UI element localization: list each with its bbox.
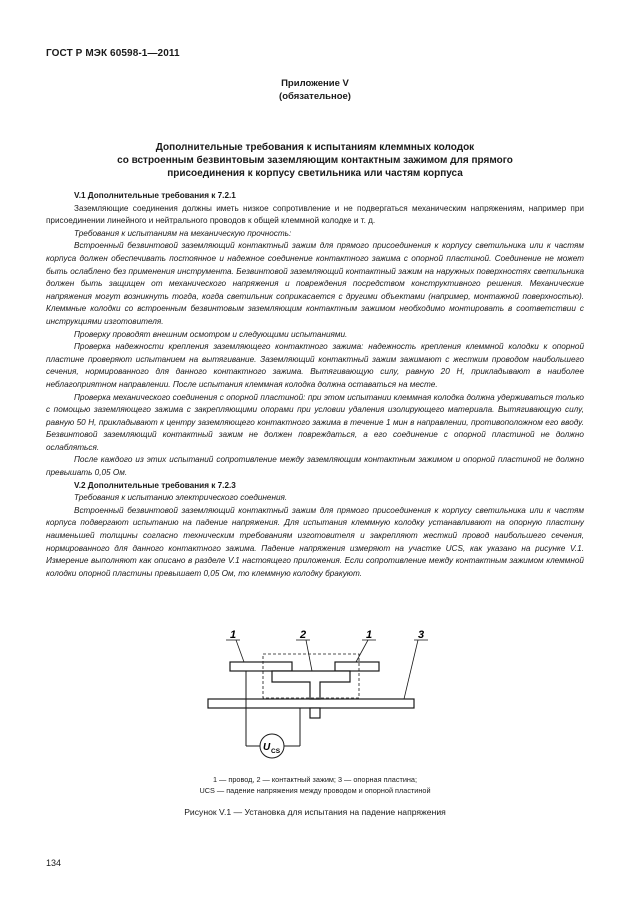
body-text [46, 190, 584, 580]
paragraph: Проверку проводят внешним осмотром и следующими испытаниями. [74, 329, 348, 339]
figure-caption: Рисунок V.1 — Установка для испытания на падение напряжения [184, 807, 446, 817]
paragraph: Встроенный безвинтовой заземляющий контактный зажим для прямого присоединения к корпусу светильника или к частям корпуса подвергают испытанию на падение напряжения. Для испытания клеммную колодку устанавливают на опорную пластину наименьшей толщины согласно техническим требованиям изготовителя и закрепляют жесткий провод наибольшего сечения, нормированного для данного контактного зажима. Падение напряжения измеряют на участке UCS, как указано на рисунке V.1. Измерение выполняют как описано в разделе V.1 настоящего приложения. Если сопротивление между контактным зажимом клеммной колодки опорной пластины превышает 0,05 Ом, то клеммную колодку бракуют. [46, 505, 584, 578]
label-1-right: 1 [366, 629, 373, 641]
label-3: 3 [418, 629, 425, 641]
section-heading: V.2 Дополнительные требования к 7.2.3 [74, 480, 236, 490]
paragraph: Требования к испытанию электрического соединения. [74, 493, 288, 503]
leader-1-left [236, 640, 244, 662]
legend-line: UCS — падение напряжения между проводом и опорной пластиной [199, 786, 431, 795]
paragraph: Заземляющие соединения должны иметь низкое сопротивление и не подвергаться механическим напряжениям, например при присоединении линейного и нейтрального проводов к общей клеммной колодке и т. д. [46, 203, 584, 226]
annex-subtitle: (обязательное) [279, 91, 351, 102]
leader-2 [306, 640, 312, 671]
support-plate [208, 699, 414, 708]
wire-right [335, 662, 379, 671]
label-1-left: 1 [230, 629, 237, 641]
figure-legend [46, 774, 584, 796]
standard-header: ГОСТ Р МЭК 60598-1—2011 [46, 48, 180, 59]
wire-left [230, 662, 292, 671]
paragraph: Проверка механического соединения с опорной пластиной: при этом испытании клеммная колодка должна удерживаться только с помощью заземляющего зажима с закрепляющими опорами при условии удаления изолирующего материала. Вытягивающую силу, равную 50 Н, прикладывают к центру заземляющего контактного зажима в течение 1 мин в направлении, противоположном его вводу. Безвинтовой заземляющий контактный зажим не должен повреждаться, а его соединение с опорной пластиной не должно ослабляться. [46, 392, 584, 452]
contact-clamp [272, 671, 350, 699]
main-title-line: Дополнительные требования к испытаниям клеммных колодок [155, 142, 475, 153]
main-title [46, 141, 584, 180]
meter-symbol: U [263, 742, 271, 753]
main-title-line: присоединения к корпусу светильника или частям корпуса [167, 168, 463, 179]
paragraph: Требования к испытаниям на механическую прочность: [74, 228, 292, 238]
figure-diagram [200, 624, 430, 769]
paragraph: После каждого из этих испытаний сопротивление между заземляющим контактным зажимом и опорной пластиной не должно превышать 0,05 Ом. [46, 455, 584, 478]
paragraph: Проверка надежности крепления заземляющего контактного зажима: надежность крепления клеммной колодки к опорной пластине проверяют испытанием на вытягивание. Заземляющий контактный зажим зажимают с жестким проводом наибольшего сечения, нормированного для данного контактного зажима. Вытягивающую силу, равную 20 Н, прикладывают в наиболее неблагоприятном направлении. После испытания клеммная колодка должна оставаться на месте. [46, 342, 584, 389]
annex-title: Приложение V [281, 78, 349, 89]
clamp-leg [310, 708, 320, 718]
page-number: 134 [46, 858, 62, 868]
leader-1-right [356, 640, 368, 662]
paragraph: Встроенный безвинтовой заземляющий контактный зажим для прямого присоединения к корпусу светильника или к частям корпуса должен обеспечивать постоянное и надежное соединение контактного зажима с опорной пластиной. Соединение не может быть ослаблено без применения инструмента. Безвинтовой заземляющий контактный зажим на наружных поверхностях светильника должен быть защищен от механического напряжения и повреждения посредством конструктивного решения. Механические напряжения могут возникнуть тогда, когда светильник соприкасается с другими объектами (например, монтажной поверхностью). Клеммные колодки со встроенным безвинтовым заземляющим контактным зажимом необходимо монтировать в соответствии с инструкциями изготовителя. [46, 241, 584, 326]
main-title-line: со встроенным безвинтовым заземляющим контактным зажимом для прямого [117, 155, 513, 166]
leader-3 [404, 640, 418, 699]
legend-line: 1 — провод, 2 — контактный зажим; 3 — опорная пластина; [212, 775, 418, 784]
diagram-svg [200, 624, 430, 769]
section-heading: V.1 Дополнительные требования к 7.2.1 [74, 191, 236, 200]
meter-subscript: CS [271, 748, 281, 755]
label-2: 2 [300, 629, 307, 641]
